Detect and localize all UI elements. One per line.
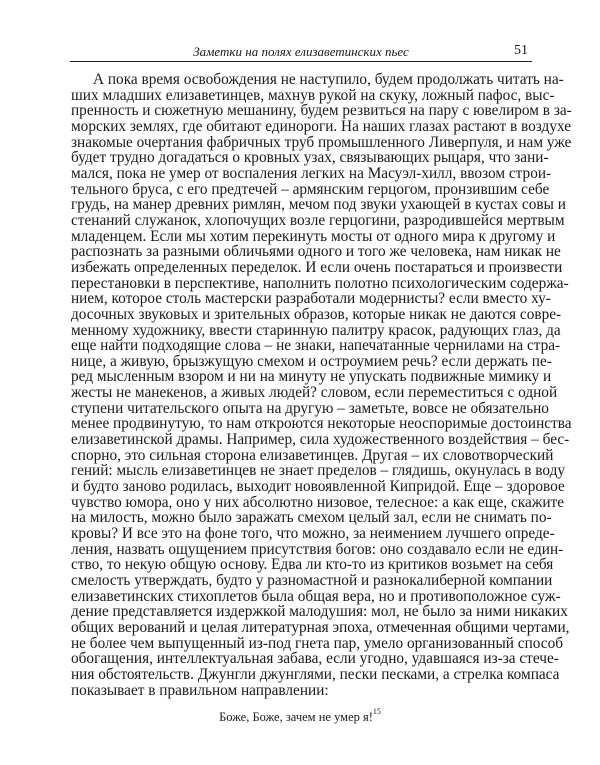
text-line: обогащения, интеллектуальная забава, если угодно, удавшаяся из-за стече- <box>71 650 559 668</box>
text-line: и будто заново родилась, выходит новоявленной Кипридой. Еще – здоровое <box>71 478 565 496</box>
text-line: грудь, на манер древних римлян, мечом под звуки ухающей в кустах совы и <box>71 196 566 214</box>
verse-quote <box>0 707 600 725</box>
text-line: показывает в правильном направлении: <box>71 681 329 699</box>
text-line: спорно, это сильная сторона елизаветинцев. Другая – их словотворческий <box>71 446 554 464</box>
text-line: нием, которое столь мастерски разработали модернисты? если вместо ху- <box>71 290 551 308</box>
text-line: досочных звуковых и зрительных образов, которые никак не даются совре- <box>71 305 562 323</box>
text-line: жесты не манекенов, а живых людей? словом, если переместиться с одной <box>71 384 558 402</box>
text-line: морских землях, где обитают единороги. На наших глазах растают в воздухе <box>71 117 572 135</box>
text-line: смелость утверждать, будто у разномастной и разнокалиберной компании <box>71 572 553 589</box>
text-line: младенцем. Если мы хотим перекинуть мосты от одного мира к другому и <box>71 227 556 245</box>
text-line: знакомые очертания фабричных труб промышленного Ливерпуля, и нам уже <box>71 133 572 151</box>
text-line: чувство юмора, оно у них абсолютно низовое, телесное: а как еще, скажите <box>71 493 565 511</box>
footnote-ref: 15 <box>372 707 381 716</box>
text-line: перестановки в перспективе, наполнить полотно психологическим содержа- <box>71 274 569 292</box>
text-line: А пока время освобождения не наступило, будем продолжать читать на- <box>93 71 564 88</box>
text-line: не более чем выпущенный из-под гнета пар, умело организованный способ <box>71 634 564 652</box>
text-line: кровы? И все это на фоне того, что можно, за неимением лучшего опреде- <box>71 525 555 543</box>
text-line: избежать определенных переделок. И если очень постараться и произвести <box>71 258 563 276</box>
text-line: менее продвинутую, то нам откроются некоторые неоспоримые достоинства <box>71 415 572 433</box>
text-line: мался, пока не умер от воспаления легких на Масуэл-хилл, ввозом строи- <box>71 164 552 182</box>
text-line: елизаветинских стихоплетов была общая вера, но и противоположное суж- <box>71 587 561 605</box>
text-line: менному художнику, ввести старинную палитру красок, радующих глаз, да <box>71 321 561 339</box>
text-line: елизаветинской драмы. Например, сила художественного воздействия – бес- <box>71 431 570 449</box>
text-line: пренность и сюжетную мешанину, будем резвиться на пару с ювелиром в за- <box>71 102 572 120</box>
text-line: ред мысленным взором и ни на минуту не упускать подвижные мимику и <box>71 368 552 386</box>
text-line: общих верований и целая литературная эпоха, отмеченная общими чертами, <box>71 618 570 636</box>
verse-quote-text: Боже, Боже, зачем не умер я! <box>219 710 373 724</box>
text-line: на милость, можно было заражать смехом целый зал, если не снимать по- <box>71 509 552 527</box>
text-line: будет трудно догадаться о кровных узах, связывающих рыцаря, что зани- <box>71 149 549 167</box>
text-line: распознать за разными обличьями одного и того же человека, нам никак не <box>71 243 561 261</box>
text-line: тельного бруса, с его предтечей – армянским герцогом, пронзившим себе <box>71 180 550 198</box>
text-line: ство, то некую общую основу. Едва ли кто-то из критиков возьмет на себя <box>71 556 554 574</box>
text-line: ления, назвать ощущением присутствия богов: оно создавало если не един- <box>71 540 564 558</box>
text-line: ния обстоятельств. Джунгли джунглями, пески песками, а стрелка компаса <box>71 665 560 683</box>
text-line: ступени читательского опыта на другую – заметьте, вовсе не обязательно <box>71 399 549 417</box>
text-line: стенаний служанок, хлопочущих возле герцогини, разродившейся мертвым <box>71 211 565 229</box>
text-line: гений: мысль елизаветинцев не знает пределов – глядишь, окунулась в воду <box>71 462 566 480</box>
text-line: дение представляется издержкой малодушия: мол, не было за ними никаких <box>71 603 568 621</box>
page-number: 51 <box>514 43 528 58</box>
running-header <box>70 43 532 62</box>
running-header-title: Заметки на полях елизаветинских пьес <box>193 44 409 59</box>
text-line: нице, а живую, брызжущую смехом и остроумием речь? если держать пе- <box>71 352 552 370</box>
body-text <box>71 71 572 699</box>
text-line: еще найти подходящие слова – не знаки, напечатанные чернилами на стра- <box>71 337 561 355</box>
text-line: ших младших елизаветинцев, махнув рукой на скуку, ложный пафос, выс- <box>71 86 555 104</box>
